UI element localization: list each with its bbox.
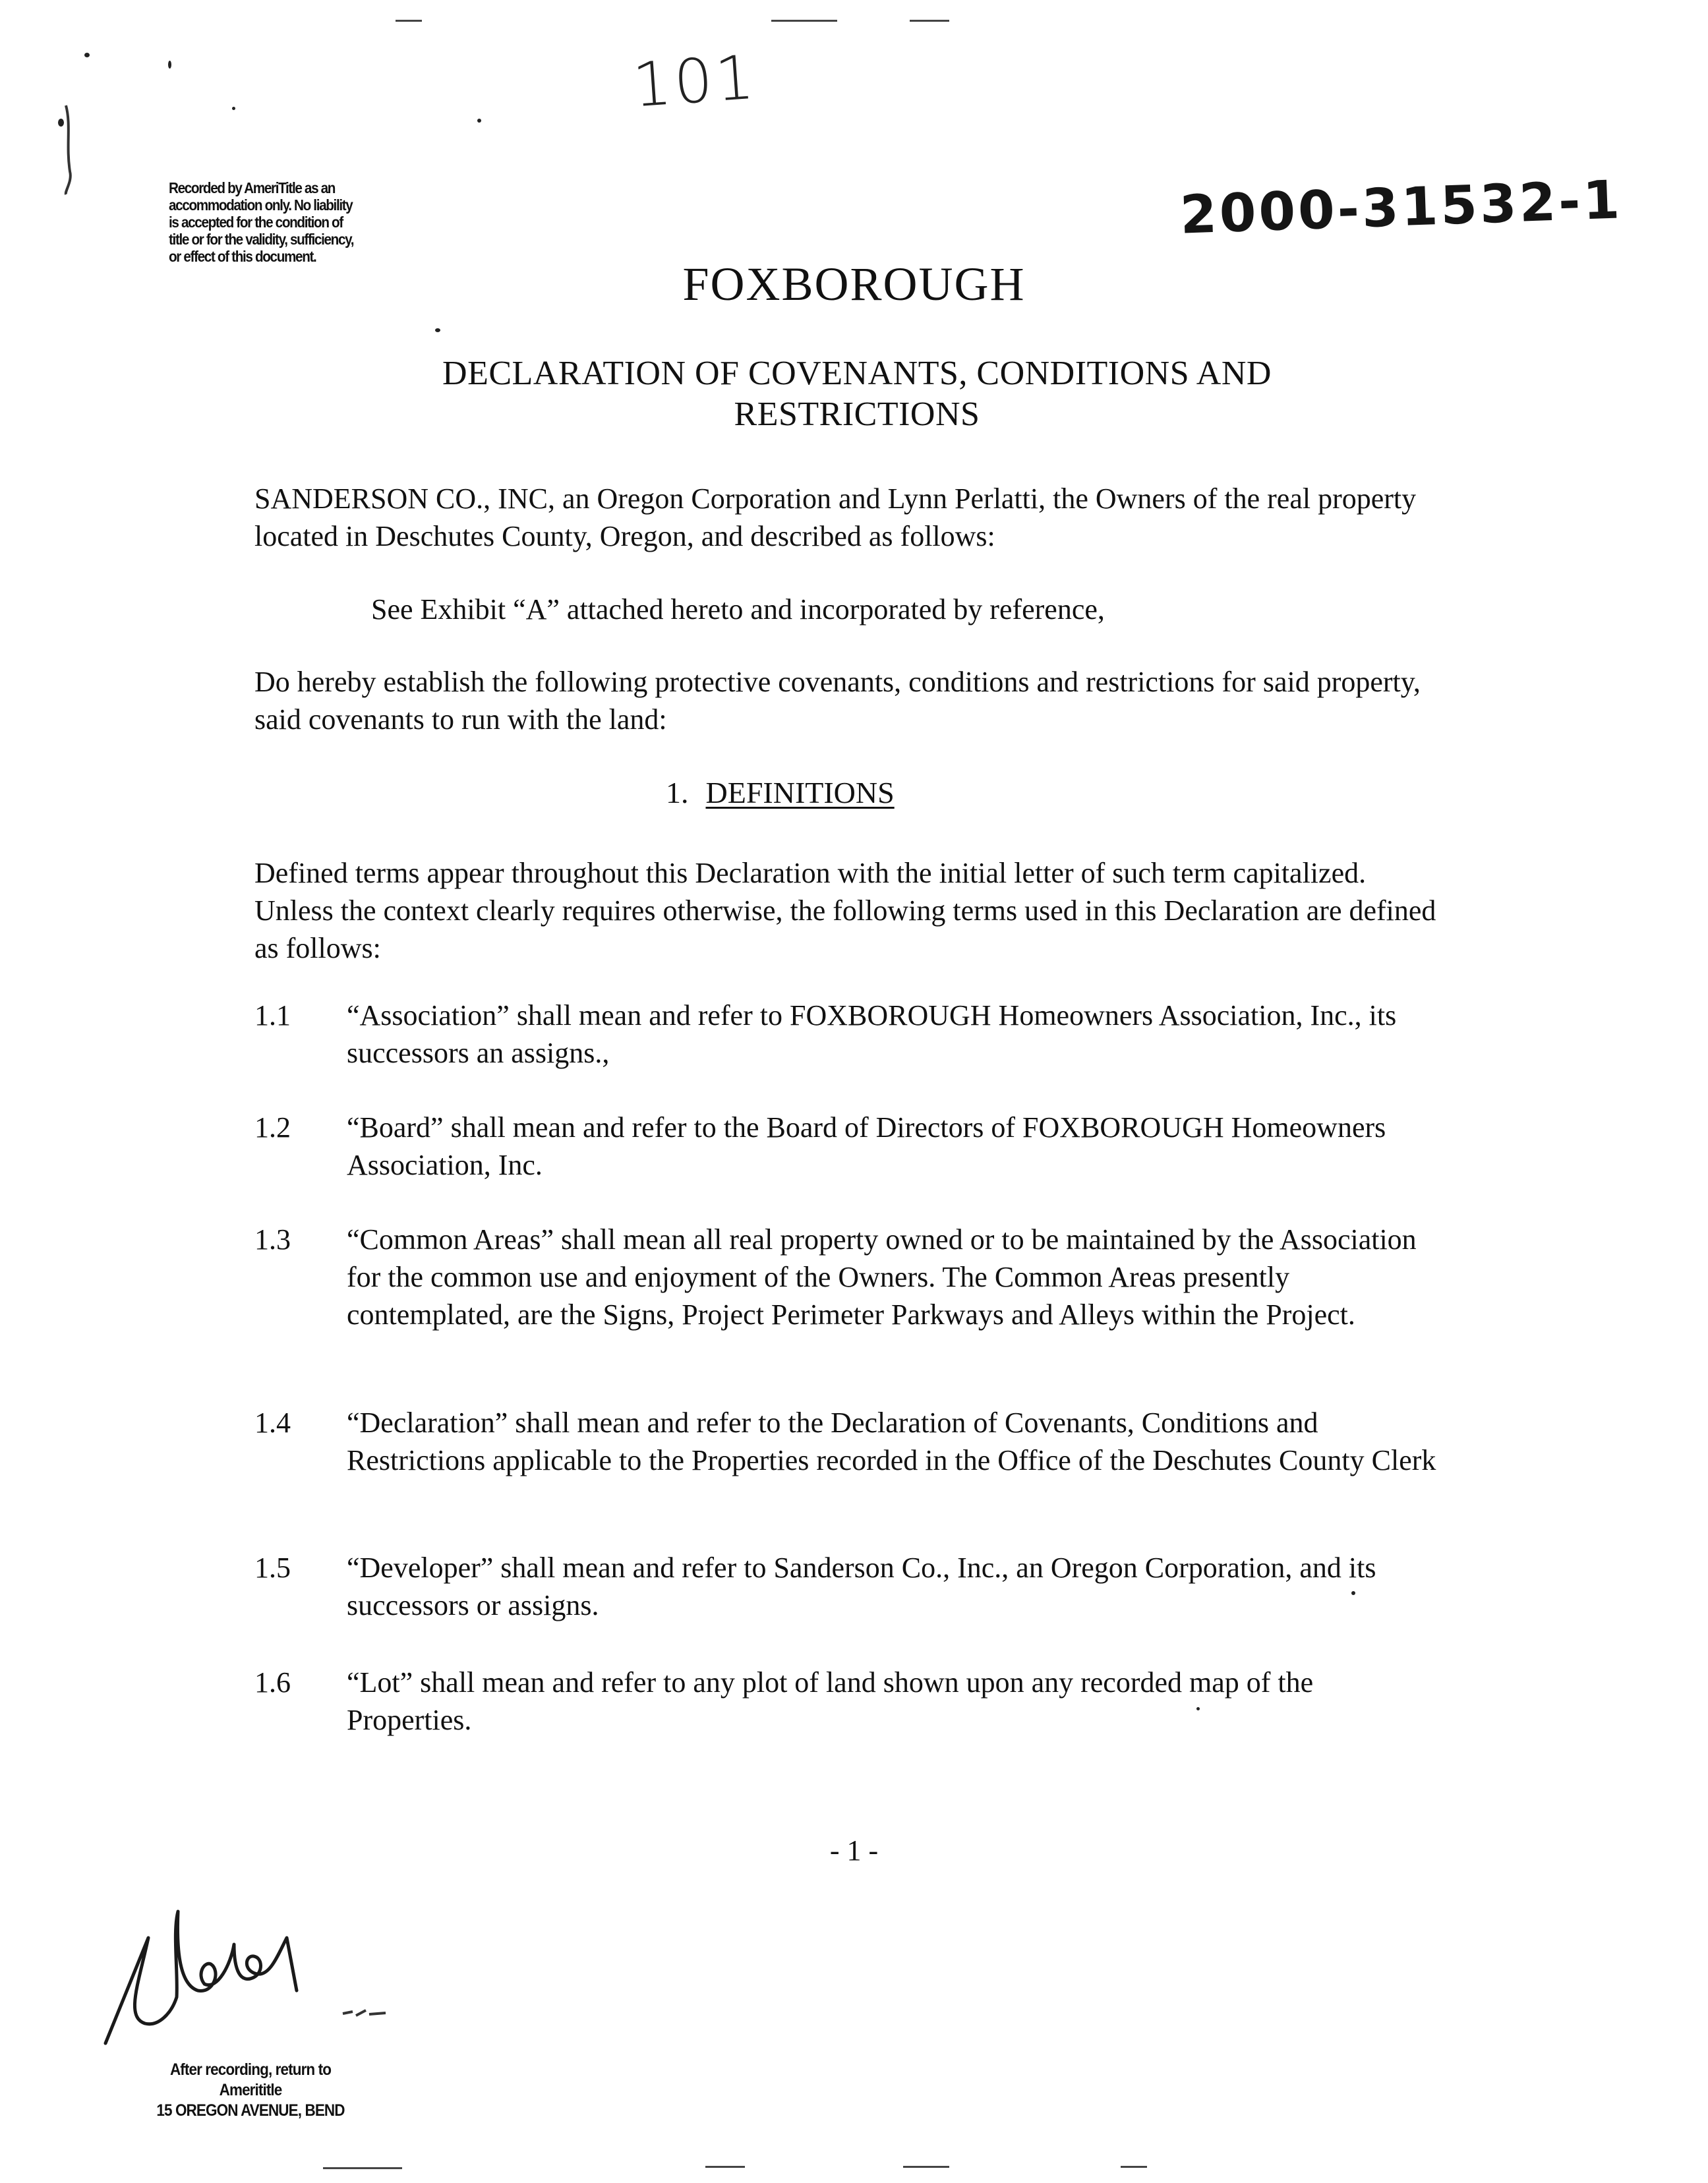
return-instruction: After recording, return to [169, 2060, 332, 2079]
scan-margin-stroke [46, 99, 92, 198]
scan-speck [477, 119, 481, 123]
definition-number: 1.2 [254, 1111, 291, 1144]
owners-paragraph: SANDERSON CO., INC, an Oregon Corporation and Lynn Perlatti, the Owners of the real property located in Deschutes County, Oregon, and described as follows: [254, 482, 1417, 552]
definition-text: “Association” shall mean and refer to FOXBOROUGH Homeowners Association, Inc., its successors an assigns., [347, 999, 1397, 1069]
return-address-block [144, 2060, 357, 2121]
scan-edge-mark [323, 2167, 402, 2169]
establish-paragraph: Do hereby establish the following protective covenants, conditions and restrictions for said property, said covenants to run with the land: [254, 666, 1421, 736]
defined-terms-paragraph: Defined terms appear throughout this Declaration with the initial letter of such term capitalized. Unless the context clearly requires otherwise, the following terms used in this Declaration are defined as follows: [254, 857, 1436, 964]
definition-text: “Declaration” shall mean and refer to the Declaration of Covenants, Conditions and Restrictions applicable to the Properties recorded in the Office of the Deschutes County Clerk [347, 1407, 1436, 1476]
scan-edge-mark [396, 20, 422, 22]
definition-item [254, 1109, 1441, 1184]
recording-number: 2000-31532-1 [1179, 169, 1624, 246]
section-number: 1. [666, 776, 689, 809]
scan-speck [84, 53, 90, 57]
scan-speck [168, 61, 171, 69]
definition-item [254, 1404, 1441, 1479]
return-address: 15 OREGON AVENUE, BEND [156, 2101, 345, 2120]
definition-text: “Common Areas” shall mean all real property owned or to be maintained by the Association for the common use and enjoyment of the Owners. The Common Areas presently contemplated, are the Signs, Project Perimeter Parkways and Alleys within the Project. [347, 1223, 1417, 1331]
scan-smudge [339, 2004, 392, 2023]
scan-edge-mark [1121, 2166, 1147, 2168]
document-title: FOXBOROUGH [682, 258, 1026, 310]
definition-item [254, 1664, 1441, 1739]
scan-edge-mark [910, 20, 949, 22]
definition-number: 1.1 [254, 999, 291, 1032]
section-heading-definitions [666, 775, 895, 810]
definition-text: “Lot” shall mean and refer to any plot of land shown upon any recorded map of the Properties. [347, 1666, 1314, 1736]
definition-item [254, 1549, 1441, 1624]
declaration-heading [277, 353, 1437, 435]
handwritten-signature [99, 1892, 310, 2063]
definition-number: 1.4 [254, 1407, 291, 1439]
definition-text: “Board” shall mean and refer to the Board of Directors of FOXBOROUGH Homeowners Association, Inc. [347, 1111, 1386, 1181]
handwritten-page-mark: 101 [630, 42, 759, 121]
heading-line-2: RESTRICTIONS [734, 395, 980, 433]
definition-number: 1.5 [254, 1552, 291, 1584]
scan-edge-mark [903, 2166, 949, 2168]
definition-number: 1.3 [254, 1223, 291, 1256]
recording-disclaimer-stamp: Recorded by AmeriTitle as an accommodation only. No liability is accepted for the condition of title or for the validity, sufficiency, or effect of this document. [169, 179, 354, 265]
scan-edge-mark [705, 2166, 745, 2168]
section-title: DEFINITIONS [705, 776, 895, 809]
definition-text: “Developer” shall mean and refer to Sanderson Co., Inc., an Oregon Corporation, and its successors or assigns. [347, 1552, 1376, 1621]
scan-speck [435, 328, 440, 332]
definition-item [254, 1221, 1441, 1333]
scan-speck [232, 107, 235, 110]
exhibit-paragraph: See Exhibit “A” attached hereto and incorporated by reference, [371, 593, 1105, 626]
definition-number: 1.6 [254, 1666, 291, 1699]
heading-line-1: DECLARATION OF COVENANTS, CONDITIONS AND [442, 355, 1272, 392]
definition-item [254, 997, 1441, 1072]
page-number: - 1 - [829, 1834, 879, 1867]
return-company: Amerititle [219, 2081, 282, 2099]
scan-edge-mark [771, 20, 837, 22]
